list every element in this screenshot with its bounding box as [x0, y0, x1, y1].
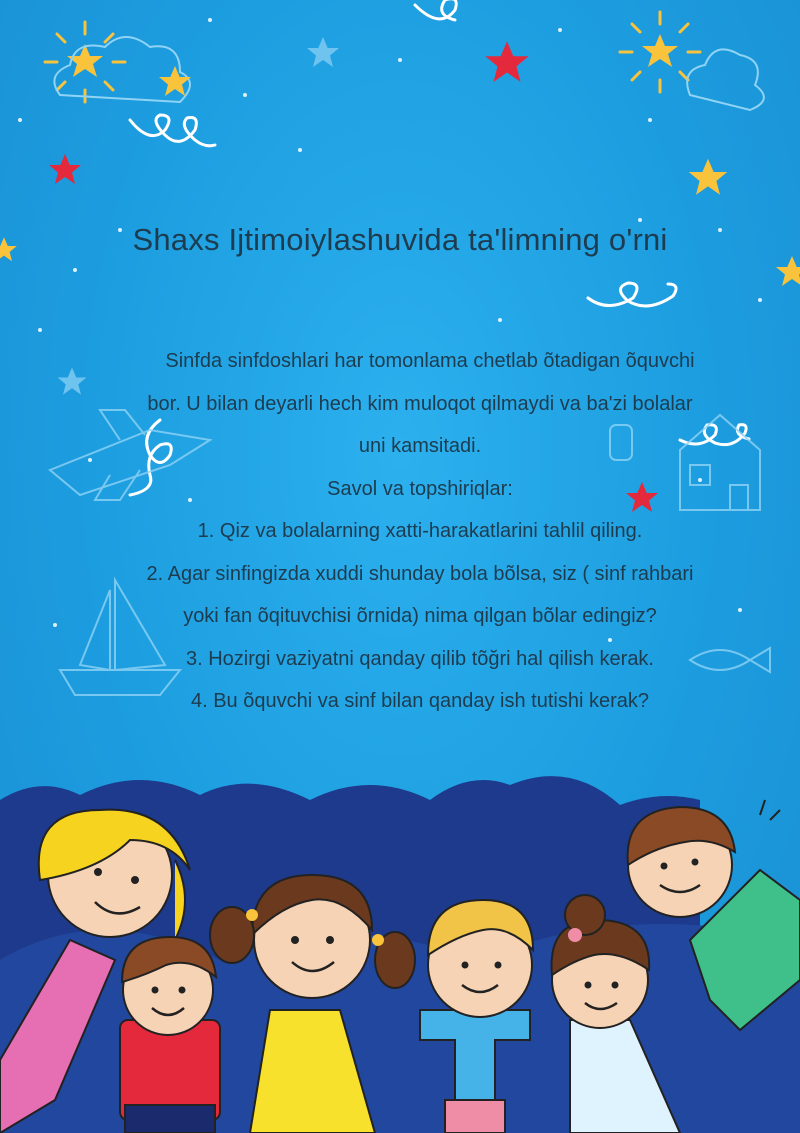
question-item: 2. Agar sinfingizda xuddi shunday bola bõlsa, siz ( sinf rahbari [146, 562, 694, 585]
question-item: 1. Qiz va bolalarning xatti-harakatlarini tahlil qiling. [197, 520, 643, 542]
star-icon [689, 159, 727, 195]
paragraph-line: Sinfda sinfdoshlari har tomonlama chetlab õtadigan õquvchi [165, 350, 695, 372]
star-icon [307, 37, 339, 67]
question-item: yoki fan õqituvchisi õrnida) nima qilgan bõlar edingiz? [183, 605, 657, 627]
paragraph-line: bor. U bilan deyarli hech kim muloqot qilmaydi va ba'zi bolalar [147, 392, 693, 415]
star-icon [159, 66, 191, 96]
star-icon [776, 256, 800, 286]
questions-heading: Savol va topshiriqlar: [327, 477, 513, 500]
swirl-icon [415, 0, 456, 20]
star-icon [485, 41, 528, 82]
paragraph-line: uni kamsitadi. [358, 435, 482, 457]
task-text [70, 340, 770, 723]
swirl-icon [588, 283, 676, 306]
cloud-icon [687, 49, 764, 110]
star-icon [49, 154, 81, 184]
question-item: 4. Bu õquvchi va sinf bilan qanday ish tutishi kerak? [190, 690, 650, 712]
question-item: 3. Hozirgi vaziyatni qanday qilib tõğri hal qilish kerak. [185, 647, 654, 670]
kid-boy-red-shirt [120, 937, 220, 1133]
swirl-icon [130, 115, 215, 146]
page-title: Shaxs Ijtimoiylashuvida ta'limning o'rni [132, 222, 668, 257]
cartoon-children-group [0, 760, 800, 1133]
